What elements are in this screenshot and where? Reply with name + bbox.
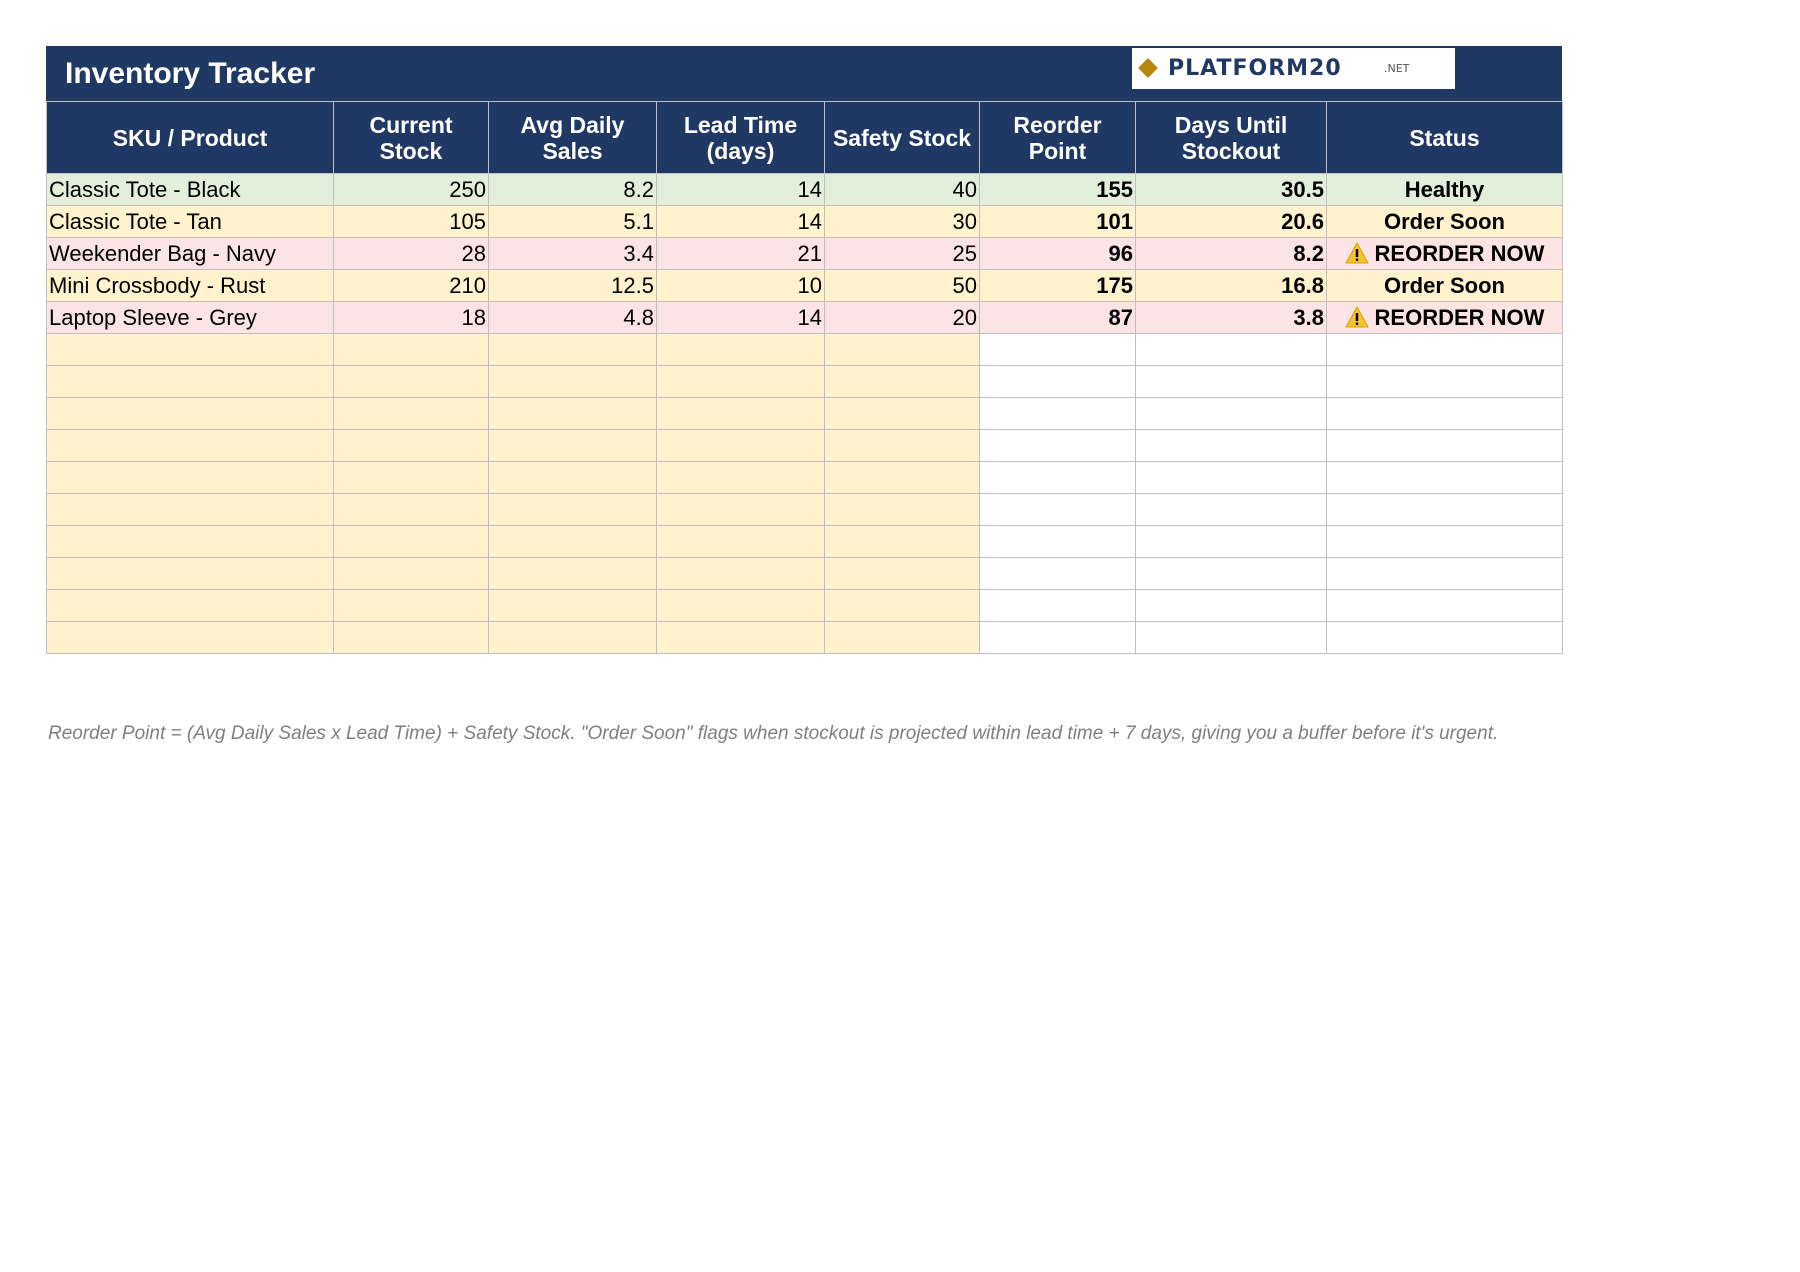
cell-lead-time[interactable]: 10 xyxy=(657,270,825,302)
empty-input-cell[interactable] xyxy=(489,366,657,398)
empty-calc-cell[interactable] xyxy=(1327,334,1563,366)
empty-input-cell[interactable] xyxy=(47,526,334,558)
column-header-product[interactable]: SKU / Product xyxy=(47,102,334,174)
status-label: Healthy xyxy=(1404,176,1485,202)
empty-input-cell[interactable] xyxy=(825,558,980,590)
empty-input-cell[interactable] xyxy=(825,622,980,654)
empty-row xyxy=(47,366,1563,398)
empty-calc-cell[interactable] xyxy=(1327,430,1563,462)
empty-input-cell[interactable] xyxy=(334,590,489,622)
empty-input-cell[interactable] xyxy=(334,494,489,526)
empty-input-cell[interactable] xyxy=(489,526,657,558)
cell-current-stock[interactable]: 210 xyxy=(334,270,489,302)
empty-input-cell[interactable] xyxy=(657,430,825,462)
cell-safety-stock[interactable]: 30 xyxy=(825,206,980,238)
empty-input-cell[interactable] xyxy=(489,334,657,366)
empty-calc-cell[interactable] xyxy=(980,622,1136,654)
table-row xyxy=(47,238,1563,270)
cell-days-until-stockout[interactable]: 3.8 xyxy=(1136,302,1327,334)
empty-input-cell[interactable] xyxy=(825,526,980,558)
cell-avg-daily-sales[interactable]: 8.2 xyxy=(489,174,657,206)
header-row xyxy=(47,102,1563,174)
column-header-avg-daily-sales[interactable]: Avg Daily Sales xyxy=(489,102,657,174)
column-header-status[interactable]: Status xyxy=(1327,102,1563,174)
cell-product[interactable]: Classic Tote - Black xyxy=(47,174,334,206)
empty-calc-cell[interactable] xyxy=(1327,590,1563,622)
empty-input-cell[interactable] xyxy=(334,366,489,398)
empty-calc-cell[interactable] xyxy=(1327,462,1563,494)
cell-days-until-stockout[interactable]: 20.6 xyxy=(1136,206,1327,238)
cell-reorder-point[interactable]: 96 xyxy=(980,238,1136,270)
inventory-sheet xyxy=(46,46,1562,654)
status-label: Order Soon xyxy=(1383,272,1505,298)
warning-triangle-icon xyxy=(1345,306,1369,328)
empty-calc-cell[interactable] xyxy=(1327,622,1563,654)
empty-input-cell[interactable] xyxy=(657,334,825,366)
cell-lead-time[interactable]: 14 xyxy=(657,206,825,238)
warning-triangle-icon xyxy=(1345,242,1369,264)
empty-input-cell[interactable] xyxy=(657,590,825,622)
cell-days-until-stockout[interactable]: 8.2 xyxy=(1136,238,1327,270)
empty-row xyxy=(47,622,1563,654)
cell-product[interactable]: Classic Tote - Tan xyxy=(47,206,334,238)
empty-calc-cell[interactable] xyxy=(1136,430,1327,462)
empty-calc-cell[interactable] xyxy=(980,462,1136,494)
title-bar xyxy=(46,46,1562,101)
empty-input-cell[interactable] xyxy=(47,558,334,590)
empty-input-cell[interactable] xyxy=(657,366,825,398)
table-row xyxy=(47,270,1563,302)
empty-input-cell[interactable] xyxy=(47,366,334,398)
cell-status[interactable] xyxy=(1327,174,1563,206)
empty-input-cell[interactable] xyxy=(825,366,980,398)
empty-calc-cell[interactable] xyxy=(1136,526,1327,558)
empty-input-cell[interactable] xyxy=(657,462,825,494)
empty-row xyxy=(47,526,1563,558)
empty-calc-cell[interactable] xyxy=(980,398,1136,430)
logo xyxy=(1132,48,1455,89)
empty-input-cell[interactable] xyxy=(334,622,489,654)
empty-input-cell[interactable] xyxy=(489,430,657,462)
empty-input-cell[interactable] xyxy=(489,622,657,654)
empty-row xyxy=(47,494,1563,526)
cell-reorder-point[interactable]: 175 xyxy=(980,270,1136,302)
empty-calc-cell[interactable] xyxy=(1136,494,1327,526)
empty-input-cell[interactable] xyxy=(47,622,334,654)
inventory-table xyxy=(46,101,1563,654)
page-title: Inventory Tracker xyxy=(65,57,316,90)
empty-calc-cell[interactable] xyxy=(980,366,1136,398)
empty-input-cell[interactable] xyxy=(334,334,489,366)
empty-calc-cell[interactable] xyxy=(980,590,1136,622)
cell-lead-time[interactable]: 14 xyxy=(657,302,825,334)
empty-input-cell[interactable] xyxy=(489,558,657,590)
empty-calc-cell[interactable] xyxy=(980,430,1136,462)
empty-input-cell[interactable] xyxy=(489,590,657,622)
empty-input-cell[interactable] xyxy=(657,526,825,558)
empty-calc-cell[interactable] xyxy=(1136,366,1327,398)
column-header-days-until-stockout[interactable]: Days Until Stockout xyxy=(1136,102,1327,174)
empty-input-cell[interactable] xyxy=(334,430,489,462)
empty-calc-cell[interactable] xyxy=(1327,526,1563,558)
empty-calc-cell[interactable] xyxy=(1136,398,1327,430)
empty-input-cell[interactable] xyxy=(825,334,980,366)
empty-input-cell[interactable] xyxy=(334,526,489,558)
empty-input-cell[interactable] xyxy=(334,462,489,494)
empty-input-cell[interactable] xyxy=(489,494,657,526)
empty-input-cell[interactable] xyxy=(657,558,825,590)
cell-product[interactable]: Laptop Sleeve - Grey xyxy=(47,302,334,334)
cell-status[interactable] xyxy=(1327,302,1563,334)
logo-name: PLATFORM20 xyxy=(1168,56,1342,81)
footnote: Reorder Point = (Avg Daily Sales x Lead Time) + Safety Stock. "Order Soon" flags when stockout is projected within lead time + 7 days, giving you a buffer before it's urgent. xyxy=(48,723,1499,744)
empty-input-cell[interactable] xyxy=(657,622,825,654)
cell-reorder-point[interactable]: 155 xyxy=(980,174,1136,206)
empty-calc-cell[interactable] xyxy=(1136,462,1327,494)
cell-avg-daily-sales[interactable]: 3.4 xyxy=(489,238,657,270)
empty-calc-cell[interactable] xyxy=(1136,334,1327,366)
empty-calc-cell[interactable] xyxy=(1136,622,1327,654)
empty-input-cell[interactable] xyxy=(47,462,334,494)
cell-avg-daily-sales[interactable]: 12.5 xyxy=(489,270,657,302)
empty-input-cell[interactable] xyxy=(657,398,825,430)
empty-row xyxy=(47,558,1563,590)
empty-input-cell[interactable] xyxy=(657,494,825,526)
empty-input-cell[interactable] xyxy=(47,590,334,622)
status-label: REORDER NOW xyxy=(1374,240,1545,266)
empty-input-cell[interactable] xyxy=(825,590,980,622)
empty-calc-cell[interactable] xyxy=(1136,590,1327,622)
cell-current-stock[interactable]: 18 xyxy=(334,302,489,334)
empty-calc-cell[interactable] xyxy=(1327,366,1563,398)
empty-input-cell[interactable] xyxy=(825,494,980,526)
empty-row xyxy=(47,430,1563,462)
column-header-current-stock[interactable]: Current Stock xyxy=(334,102,489,174)
cell-status[interactable] xyxy=(1327,270,1563,302)
empty-input-cell[interactable] xyxy=(47,494,334,526)
cell-days-until-stockout[interactable]: 30.5 xyxy=(1136,174,1327,206)
table-row xyxy=(47,206,1563,238)
table-row xyxy=(47,302,1563,334)
cell-reorder-point[interactable]: 87 xyxy=(980,302,1136,334)
cell-lead-time[interactable]: 14 xyxy=(657,174,825,206)
status-label: REORDER NOW xyxy=(1374,304,1545,330)
table-row xyxy=(47,174,1563,206)
empty-input-cell[interactable] xyxy=(47,398,334,430)
cell-status[interactable] xyxy=(1327,238,1563,270)
cell-safety-stock[interactable]: 50 xyxy=(825,270,980,302)
cell-days-until-stockout[interactable]: 16.8 xyxy=(1136,270,1327,302)
empty-calc-cell[interactable] xyxy=(980,494,1136,526)
cell-avg-daily-sales[interactable]: 4.8 xyxy=(489,302,657,334)
empty-input-cell[interactable] xyxy=(825,398,980,430)
empty-calc-cell[interactable] xyxy=(1327,558,1563,590)
cell-safety-stock[interactable]: 25 xyxy=(825,238,980,270)
table-body xyxy=(47,174,1563,654)
cell-safety-stock[interactable]: 40 xyxy=(825,174,980,206)
cell-product[interactable]: Weekender Bag - Navy xyxy=(47,238,334,270)
cell-lead-time[interactable]: 21 xyxy=(657,238,825,270)
cell-status[interactable] xyxy=(1327,206,1563,238)
empty-row xyxy=(47,590,1563,622)
empty-calc-cell[interactable] xyxy=(1327,494,1563,526)
diamond-icon xyxy=(1138,58,1158,78)
status-label: Order Soon xyxy=(1383,208,1505,234)
empty-input-cell[interactable] xyxy=(489,398,657,430)
empty-input-cell[interactable] xyxy=(47,334,334,366)
cell-avg-daily-sales[interactable]: 5.1 xyxy=(489,206,657,238)
empty-calc-cell[interactable] xyxy=(980,558,1136,590)
column-header-lead-time[interactable]: Lead Time (days) xyxy=(657,102,825,174)
column-header-reorder-point[interactable]: Reorder Point xyxy=(980,102,1136,174)
empty-calc-cell[interactable] xyxy=(980,334,1136,366)
empty-input-cell[interactable] xyxy=(825,430,980,462)
empty-input-cell[interactable] xyxy=(334,558,489,590)
cell-reorder-point[interactable]: 101 xyxy=(980,206,1136,238)
column-header-safety-stock[interactable]: Safety Stock xyxy=(825,102,980,174)
empty-calc-cell[interactable] xyxy=(1327,398,1563,430)
empty-calc-cell[interactable] xyxy=(980,526,1136,558)
empty-row xyxy=(47,334,1563,366)
empty-row xyxy=(47,398,1563,430)
empty-input-cell[interactable] xyxy=(334,398,489,430)
cell-product[interactable]: Mini Crossbody - Rust xyxy=(47,270,334,302)
empty-input-cell[interactable] xyxy=(47,430,334,462)
empty-input-cell[interactable] xyxy=(489,462,657,494)
cell-current-stock[interactable]: 105 xyxy=(334,206,489,238)
empty-input-cell[interactable] xyxy=(825,462,980,494)
logo-suffix: .NET xyxy=(1384,62,1410,75)
cell-safety-stock[interactable]: 20 xyxy=(825,302,980,334)
empty-row xyxy=(47,462,1563,494)
empty-calc-cell[interactable] xyxy=(1136,558,1327,590)
cell-current-stock[interactable]: 28 xyxy=(334,238,489,270)
cell-current-stock[interactable]: 250 xyxy=(334,174,489,206)
